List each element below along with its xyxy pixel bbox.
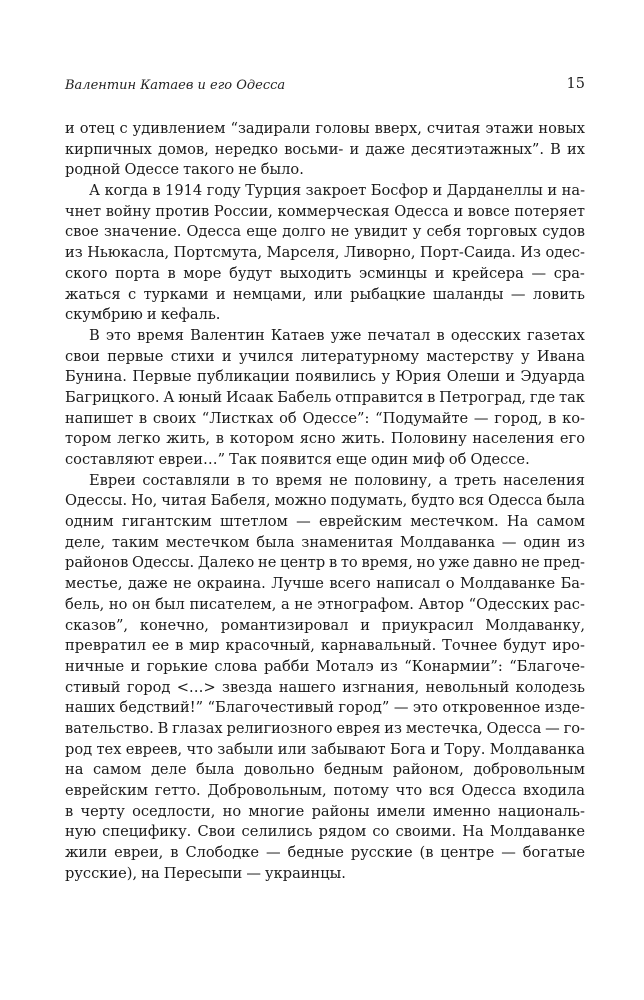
- running-head: [65, 78, 585, 100]
- text-line: Бунина. Первые публикации появились у Юрия Олеши и Эдуарда: [65, 368, 585, 386]
- text-line: Одессы. Но, читая Бабеля, можно подумать, будто вся Одесса была: [65, 492, 585, 510]
- text-line: В это время Валентин Катаев уже печатал в одесских газетах: [89, 326, 585, 344]
- text-line: род тех евреев, что забыли или забывают Бога и Тору. Молдаванка: [65, 740, 585, 758]
- text-line: районов Одессы. Далеко не центр в то время, но уже давно не пред-: [65, 554, 585, 572]
- text-line: одним гигантским штетлом — еврейским местечком. На самом: [65, 513, 585, 531]
- text-line: бель, но он был писателем, а не этнографом. Автор “Одесских рас-: [65, 595, 585, 613]
- text-line: чнет войну против России, коммерческая Одесса и вовсе потеряет: [65, 202, 585, 220]
- text-line: свои первые стихи и учился литературному мастерству у Ивана: [65, 347, 585, 365]
- text-line: на самом деле была довольно бедным районом, добровольным: [65, 761, 585, 779]
- text-line: свое значение. Одесса еще долго не увидит у себя торговых судов: [65, 223, 585, 241]
- text-line: напишет в своих “Листках об Одессе”: “Подумайте — город, в ко-: [65, 409, 585, 427]
- text-line: Багрицкого. А юный Исаак Бабель отправится в Петроград, где так: [65, 388, 585, 406]
- text-line: и отец с удивлением “задирали головы вверх, считая этажи новых: [65, 120, 585, 137]
- text-line: русские), на Пересыпи — украинцы.: [65, 864, 346, 882]
- text-line: в черту оседлости, но многие районы имели именно националь-: [65, 802, 585, 820]
- text-line: наших бедствий!” “Благочестивый город” — это откровенное изде-: [65, 699, 585, 717]
- text-line: ничные и горькие слова рабби Моталэ из “Конармии”: “Благоче-: [65, 657, 585, 675]
- text-line: скумбрию и кефаль.: [65, 306, 221, 324]
- text-line: тором легко жить, в котором ясно жить. Половину населения его: [65, 430, 585, 448]
- text-line: вательство. В глазах религиозного еврея из местечка, Одесса — го-: [65, 719, 585, 737]
- text-line: деле, таким местечком была знаменитая Молдаванка — один из: [65, 533, 585, 551]
- text-line: превратил ее в мир красочный, карнавальный. Точнее будут иро-: [65, 637, 585, 655]
- text-line: жаться с турками и немцами, или рыбацкие шаланды — ловить: [65, 285, 585, 303]
- text-line: ского порта в море будут выходить эсминцы и крейсера — сра-: [65, 264, 585, 282]
- text-line: еврейским гетто. Добровольным, потому что вся Одесса входила: [65, 782, 585, 799]
- text-line: сказов”, конечно, романтизировал и приукрасил Молдаванку,: [65, 616, 585, 634]
- page-number: 15: [566, 76, 585, 92]
- text-line: местье, даже не окраина. Лучше всего написал о Молдаванке Ба-: [65, 575, 585, 593]
- text-line: составляют евреи…” Так появится еще один миф об Одессе.: [65, 451, 530, 468]
- text-line: А когда в 1914 году Турция закроет Босфор и Дарданеллы и на-: [89, 182, 585, 200]
- text-line: ную специфику. Свои селились рядом со своими. На Молдаванке: [65, 823, 585, 841]
- body-text: [65, 119, 585, 884]
- running-title: Валентин Катаев и его Одесса: [65, 78, 286, 93]
- text-line: Евреи составляли в то время не половину, а треть населения: [89, 471, 585, 489]
- text-line: стивый город <…> звезда нашего изгнания, невольный колодезь: [65, 678, 585, 696]
- text-line: родной Одессе такого не было.: [65, 161, 304, 179]
- text-line: из Ньюкасла, Портсмута, Марселя, Ливорно, Порт-Саида. Из одес-: [65, 244, 585, 262]
- text-line: кирпичных домов, нередко восьми- и даже десятиэтажных”. В их: [65, 140, 585, 158]
- text-line: жили евреи, в Слободке — бедные русские (в центре — богатые: [65, 844, 585, 862]
